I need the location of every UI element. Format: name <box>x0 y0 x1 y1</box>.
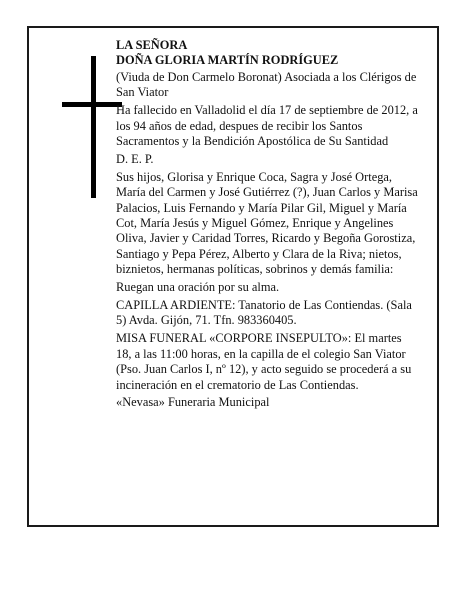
latin-cross-icon <box>62 56 122 198</box>
affiliation-text: (Viuda de Don Carmelo Boronat) Asociada a los Clérigos de San Viator <box>116 69 417 100</box>
prayer-request: Ruegan una oración por su alma. <box>116 280 280 295</box>
obituary-notice <box>27 26 439 527</box>
obituary-text <box>116 38 418 413</box>
funeral-home: «Nevasa» Funeraria Municipal <box>116 395 270 410</box>
funeral-mass-info: MISA FUNERAL «CORPORE INSEPULTO»: El martes 18, a las 11:00 horas, en la capilla de el colegio San Viator (Pso. Juan Carlos I, nº 12), y acto seguido se procederá a su incineración en el crematorio de Las Contiendas. <box>116 331 412 392</box>
deceased-name: DOÑA GLORIA MARTÍN RODRÍGUEZ <box>116 53 339 68</box>
cross-vertical-bar <box>91 56 96 198</box>
chapel-info: CAPILLA ARDIENTE: Tanatorio de Las Contiendas. (Sala 5) Avda. Gijón, 71. Tfn. 983360405. <box>116 298 412 328</box>
family-list: Sus hijos, Glorisa y Enrique Coca, Sagra y José Ortega, María del Carmen y José Gutiérrez (?), Juan Carlos y Marisa Palacios, Luis Fernando y María Pilar Gil, Miguel y María Cot, María Jesús y Miguel Gómez, Enrique y Angelines Oliva, Javier y Caridad Torres, Ricardo y Begoña Gorostiza, Santiago y Pepa Pérez, Alberto y Clara de la Riva; nietos, biznietos, hermanas políticas, sobrinos y demás familia: <box>116 169 418 277</box>
cross-horizontal-bar <box>62 102 122 107</box>
death-announcement: Ha fallecido en Valladolid el día 17 de septiembre de 2012, a los 94 años de edad, despues de recibir los Santos Sacramentos y la Bendición Apostólica de Su Santidad <box>116 103 418 148</box>
title-line: LA SEÑORA <box>116 38 188 52</box>
rip-text: D. E. P. <box>116 151 154 166</box>
